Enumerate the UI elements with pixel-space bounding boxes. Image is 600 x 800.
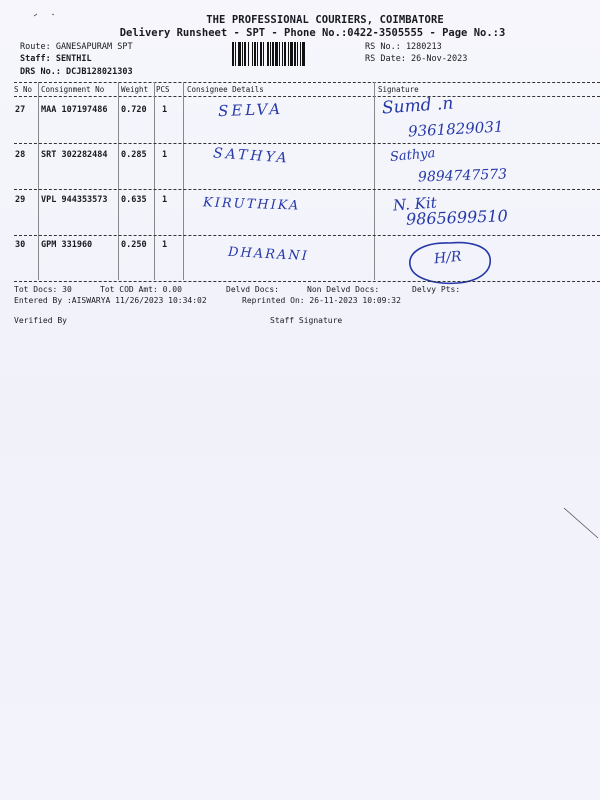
row-signature: Sathya [389,146,436,165]
rs-date: RS Date: 26-Nov-2023 [365,54,468,64]
column-header-sno: S No [14,85,33,94]
row-pcs: 1 [162,195,168,205]
row-signature: N. Kit [392,193,438,215]
table-bottom-rule [14,281,600,282]
column-header-consignee: Consignee Details [187,85,264,94]
row-sno: 27 [15,105,26,115]
column-header-weight: Weight [121,85,149,94]
total-docs: Tot Docs: 30 [14,285,72,294]
reprinted-on: Reprinted On: 26-11-2023 10:09:32 [242,296,401,305]
row-sno: 30 [15,240,26,250]
pen-mark [32,10,62,18]
row-signature-phone: 9894747573 [417,166,508,186]
row-consignee-handwritten: KIRUTHIKA [202,195,301,214]
total-cod-amount: Tot COD Amt: 0.00 [100,285,182,294]
row-consignee-handwritten: SELVA [217,99,284,121]
table-top-rule [14,82,600,83]
staff-signature-label: Staff Signature [270,316,343,325]
row-weight: 0.285 [121,150,147,160]
row-divider [14,143,600,144]
non-delivered-docs: Non Delvd Docs: [307,285,380,294]
row-signature: H/R [433,248,463,268]
column-header-signature: Signature [378,85,419,94]
table-header-rule [14,96,600,97]
row-weight: 0.250 [121,240,147,250]
column-divider [38,82,39,280]
row-consignment: VPL 944353573 [41,195,108,205]
delivered-docs: Delvd Docs: [226,285,279,294]
row-pcs: 1 [162,105,168,115]
column-divider [374,82,375,280]
verified-by-label: Verified By [14,316,67,325]
row-divider [14,189,600,190]
row-pcs: 1 [162,240,168,250]
row-consignment: MAA 107197486 [41,105,108,115]
staff-label: Staff: SENTHIL [20,54,92,64]
row-pcs: 1 [162,150,168,160]
row-consignee-handwritten: DHARANI [227,244,310,265]
column-header-consignment: Consignment No [41,85,105,94]
barcode [232,42,360,66]
column-divider [183,82,184,280]
row-consignment: GPM 331960 [41,240,93,250]
pen-mark [562,506,600,540]
row-signature-phone: 9361829031 [407,117,504,141]
runsheet-subtitle: Delivery Runsheet - SPT - Phone No.:0422-3505555 - Page No.:3 [119,27,506,39]
row-sno: 29 [15,195,26,205]
row-signature-phone: 9865699510 [405,206,509,229]
entered-by: Entered By :AISWARYA 11/26/2023 10:34:02 [14,296,207,305]
column-divider [118,82,119,280]
delivery-points: Delvy Pts: [412,285,461,294]
row-sno: 28 [15,150,26,160]
rs-number: RS No.: 1280213 [365,42,442,52]
row-signature: Sumd .n [381,93,454,119]
row-consignment: SRT 302282484 [41,150,108,160]
row-consignee-handwritten: SATHYA [212,145,291,167]
row-weight: 0.635 [121,195,147,205]
column-divider [154,82,155,280]
column-header-pcs: PCS [156,85,170,94]
row-weight: 0.720 [121,105,147,115]
row-divider [14,235,600,236]
barcode-bar [305,42,307,66]
route-label: Route: GANESAPURAM SPT [20,42,133,52]
company-title: THE PROFESSIONAL COURIERS, COIMBATORE [206,14,444,26]
drs-number: DRS No.: DCJB128021303 [20,67,133,77]
